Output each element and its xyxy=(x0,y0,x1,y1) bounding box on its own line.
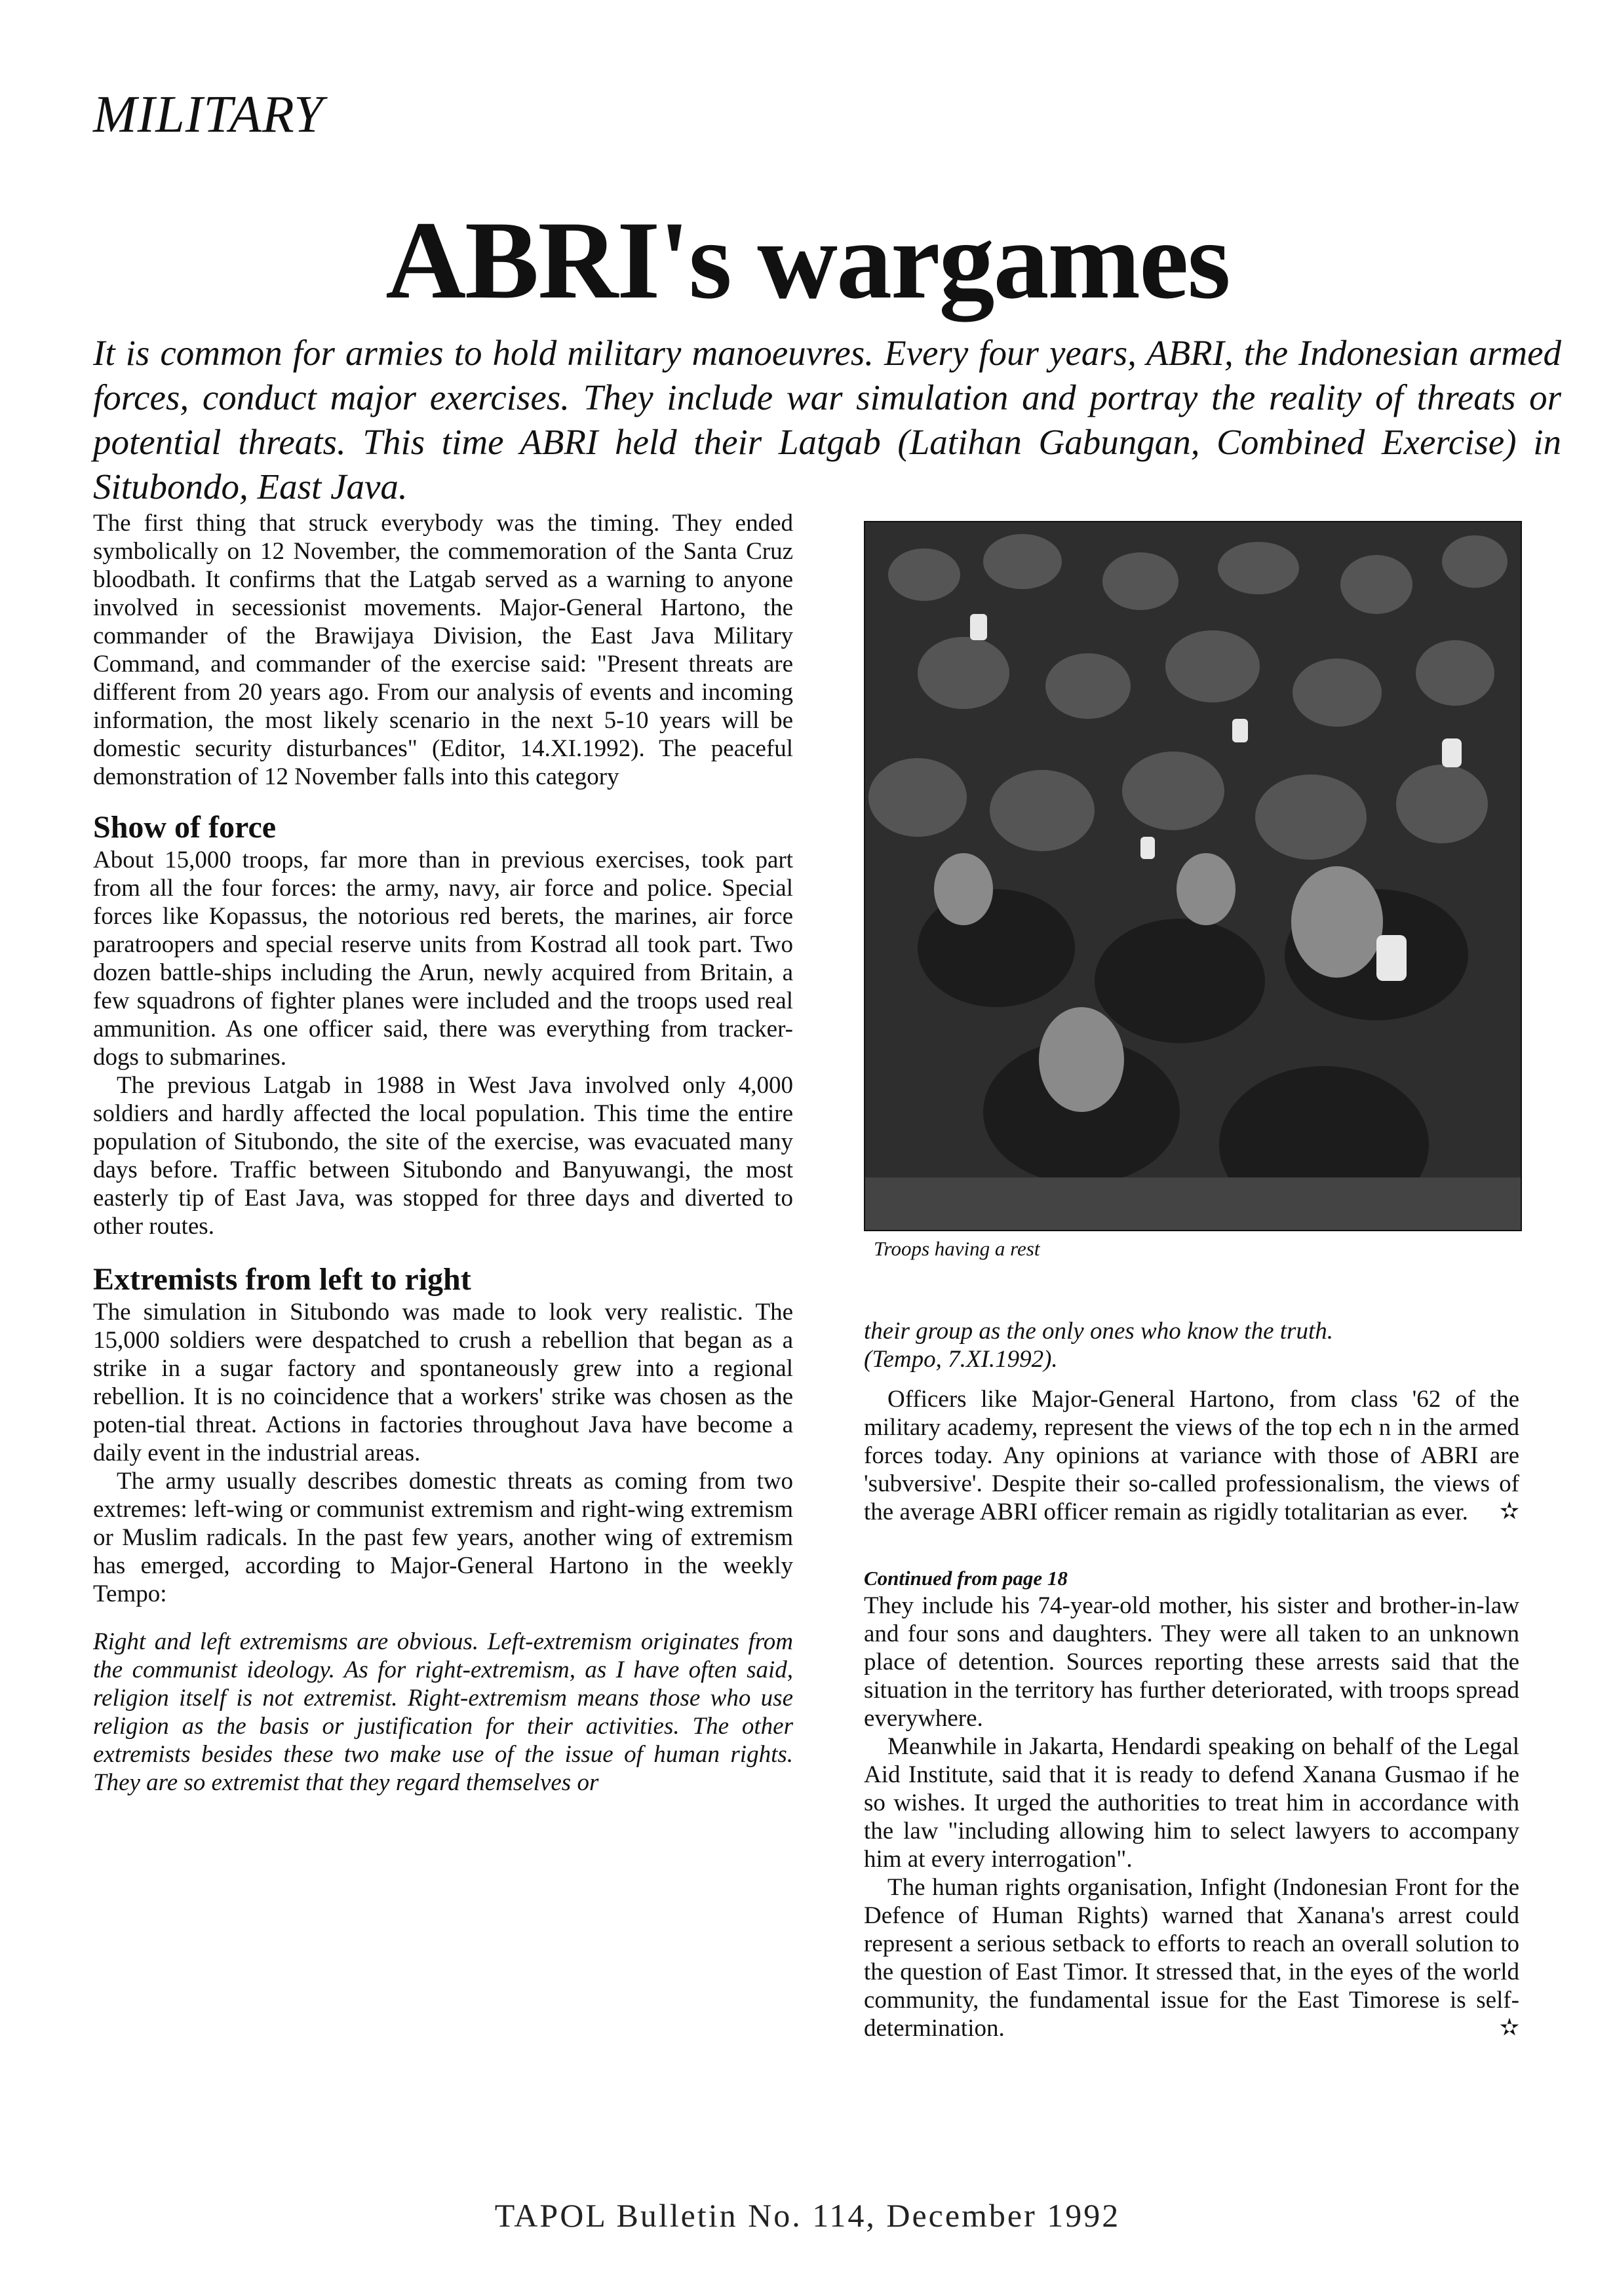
continued-paragraph-3-text: The human rights organisation, Infight (Indonesian Front for the Defence of Human Rights) warned that Xanana's arrest could represent a serious setback to efforts to reach an overall solution to the question of East Timor. It stressed that, in the eyes of the world community, the fundamental issue for the East Timorese is self-determination. xyxy=(864,1874,1519,2042)
continued-paragraph-3 xyxy=(864,1873,1519,2042)
officers-paragraph xyxy=(864,1385,1519,1526)
article-title: ABRI's wargames xyxy=(385,199,1230,322)
continued-paragraph-2: Meanwhile in Jakarta, Hendardi speaking on behalf of the Legal Aid Institute, said that it is ready to defend Xanana Gusmao if he so wishes. It urged the authorities to treat him in accordance with the law "including allowing him to select lawyers to accompany him at every interrogation". xyxy=(864,1733,1519,1873)
troops-photo-image xyxy=(865,522,1521,1230)
end-of-continuation-star-icon: ✫ xyxy=(1499,2014,1519,2040)
continued-from-label: Continued from page 18 xyxy=(864,1567,1068,1590)
page-footer: TAPOL Bulletin No. 114, December 1992 xyxy=(494,2197,1121,2234)
quote-continuation: their group as the only ones who know the truth. xyxy=(864,1318,1333,1345)
extremists-paragraph-1: The simulation in Situbondo was made to look very realistic. The 15,000 soldiers were despatched to crush a rebellion that began as a strike in a sugar factory and spontaneously grew into a regional rebellion. It is no coincidence that a workers' strike was chosen as the poten-tial threat. Actions in factories throughout Java have become a daily event in the industrial areas. xyxy=(93,1299,793,1466)
photo-caption: Troops having a rest xyxy=(874,1237,1040,1260)
section-label: MILITARY xyxy=(93,86,324,144)
extremists-paragraph-2: The army usually describes domestic threats as coming from two extremes: left-wing or communist extremism and right-wing extremism or Muslim radicals. In the past few years, another wing of extremism has emerged, according to Major-General Hartono in the weekly Tempo: xyxy=(93,1468,793,1607)
troops-photo xyxy=(864,521,1522,1231)
heading-extremists: Extremists from left to right xyxy=(93,1262,471,1297)
right-column xyxy=(864,1317,1519,2042)
heading-show-of-force: Show of force xyxy=(93,810,277,845)
hartono-quote: Right and left extremisms are obvious. Left-extremism originates from the communist ideology. As for right-extremism, as I have often said, religion itself is not extremist. Right-extremism means those who use religion as the basis or justification for their activities. The other extremists besides these two make use of the issue of human rights. They are so extremist that they regard themselves or xyxy=(93,1628,793,1796)
intro-paragraph: The first thing that struck everybody was the timing. They ended symbolically on 12 November, the commemoration of the Santa Cruz bloodbath. It confirms that the Latgab served as a warning to anyone involved in secessionist movements. Major-General Hartono, the commander of the Brawijaya Division, the East Java Military Command, and commander of the exercise said: "Present threats are different from 20 years ago. From our analysis of events and incoming information, the most likely scenario in the next 5-10 years will be domestic security disturbances" (Editor, 14.XI.1992). The peaceful demonstration of 12 November falls into this category xyxy=(93,510,793,790)
left-column xyxy=(93,509,793,1797)
standfirst: It is common for armies to hold military manoeuvres. Every four years, ABRI, the Indonesian armed forces, conduct major exercises. They include war simulation and portray the reality of threats or potential threats. This time ABRI held their Latgab (Latihan Gabungan, Combined Exercise) in Situbondo, East Java. xyxy=(93,333,1561,507)
end-of-article-star-icon: ✫ xyxy=(1499,1498,1519,1524)
show-of-force-paragraph-2: The previous Latgab in 1988 in West Java involved only 4,000 soldiers and hardly affected the local population. This time the entire population of Situbondo, the site of the exercise, was evacuated many days before. Traffic between Situbondo and Banyuwangi, the most easterly tip of East Java, was stopped for three days and diverted to other routes. xyxy=(93,1072,793,1240)
quote-source: (Tempo, 7.XI.1992). xyxy=(864,1346,1058,1373)
show-of-force-paragraph-1: About 15,000 troops, far more than in previous exercises, took part from all the four forces: the army, navy, air force and police. Special forces like Kopassus, the notorious red berets, the marines, air force paratroopers and special reserve units from Kostrad all took part. Two dozen battle-ships including the Arun, newly acquired from Britain, a few squadrons of fighter planes were included and the troops used real ammunition. As one officer said, there was everything from tracker-dogs to submarines. xyxy=(93,847,793,1071)
continued-paragraph-1: They include his 74-year-old mother, his sister and brother-in-law and four sons and daughters. They were all taken to an unknown place of detention. Sources reporting these arrests said that the situation in the territory has further deteriorated, with troops spread everywhere. xyxy=(864,1592,1519,1732)
officers-paragraph-text: Officers like Major-General Hartono, from class '62 of the military academy, represent the views of the top ech n in the armed forces today. Any opinions at variance with those of ABRI are 'subversive'. Despite their so-called professionalism, the views of the average ABRI officer remain as rigidly totalitarian as ever. xyxy=(864,1386,1519,1525)
